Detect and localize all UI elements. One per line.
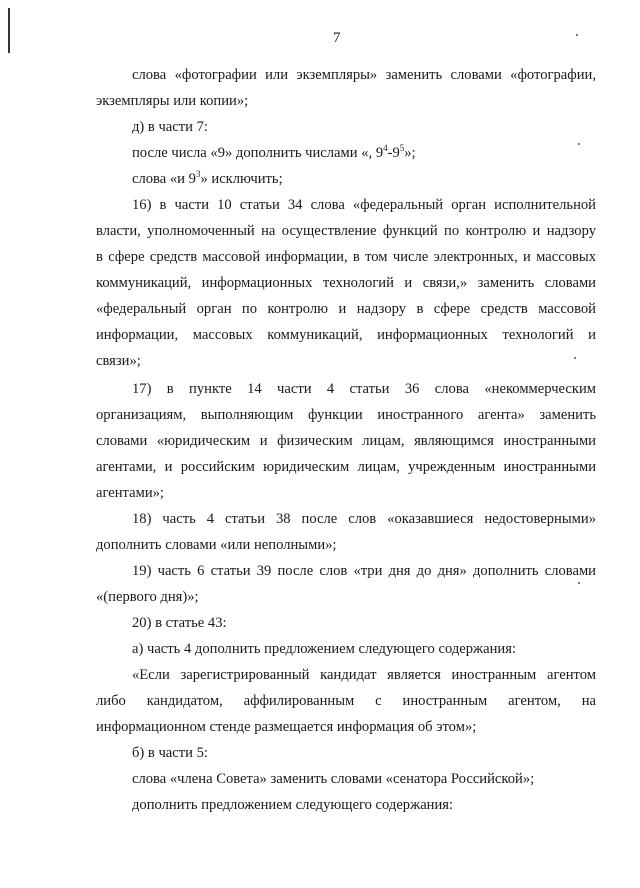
text-line: дополнить словами «или неполными»; — [96, 537, 337, 553]
text-line: власти, уполномоченный на осуществление функций по контролю и надзору — [96, 223, 596, 239]
text-line: организациям, выполняющим функции иностранного агента» заменить — [96, 407, 596, 423]
text-line: агентами»; — [96, 485, 164, 501]
text-line: экземпляры или копии»; — [96, 93, 249, 109]
text-line: информационном стенде размещается информация об этом»; — [96, 719, 477, 735]
text-line: коммуникаций, информационных технологий и связи,» заменить словами — [96, 275, 596, 291]
text-line: дополнить предложением следующего содержания: — [132, 797, 454, 813]
text-line: словами «юридическим и физическим лицам, являющимся иностранными — [96, 433, 596, 449]
scan-speck — [576, 34, 578, 36]
text-line: а) часть 4 дополнить предложением следующего содержания: — [132, 641, 516, 657]
text-line: д) в части 7: — [132, 119, 208, 135]
text-line: слова «и $9^3$» исключить; — [132, 169, 283, 187]
text-line: информации, массовых коммуникаций, информационных технологий и — [96, 327, 596, 343]
text-line: б) в части 5: — [132, 745, 208, 761]
text-line: «Если зарегистрированный кандидат является иностранным агентом — [132, 667, 596, 683]
text-line: связи»; — [96, 353, 141, 369]
margin-mark — [8, 8, 10, 53]
text-line: «(первого дня)»; — [96, 589, 199, 605]
text-line: 19) часть 6 статьи 39 после слов «три дня до дня» дополнить словами — [132, 563, 596, 579]
text-line: слова «фотографии или экземпляры» заменить словами «фотографии, — [132, 67, 596, 83]
text-line: 17) в пункте 14 части 4 статьи 36 слова «некоммерческим — [132, 381, 596, 397]
text-line: 20) в статье 43: — [132, 615, 227, 631]
text-line: 18) часть 4 статьи 38 после слов «оказавшиеся недостоверными» — [132, 511, 596, 527]
text-line: 16) в части 10 статьи 34 слова «федеральный орган исполнительной — [132, 197, 596, 213]
text-line: «федеральный орган по контролю и надзору в сфере средств массовой — [96, 301, 596, 317]
page-number: 7 — [333, 30, 341, 46]
text-line: после числа «9» дополнить числами «, $9^4-9^5$»; — [132, 143, 416, 161]
text-line: слова «члена Совета» заменить словами «сенатора Российской»; — [132, 771, 535, 787]
text-line: агентами, и российским юридическим лицам, учрежденным иностранными — [96, 459, 596, 475]
text-line: в сфере средств массовой информации, в том числе электронных, и массовых — [96, 249, 596, 265]
scan-speck — [578, 582, 580, 584]
text-line: либо кандидатом, аффилированным с иностранным агентом, на — [96, 693, 596, 709]
